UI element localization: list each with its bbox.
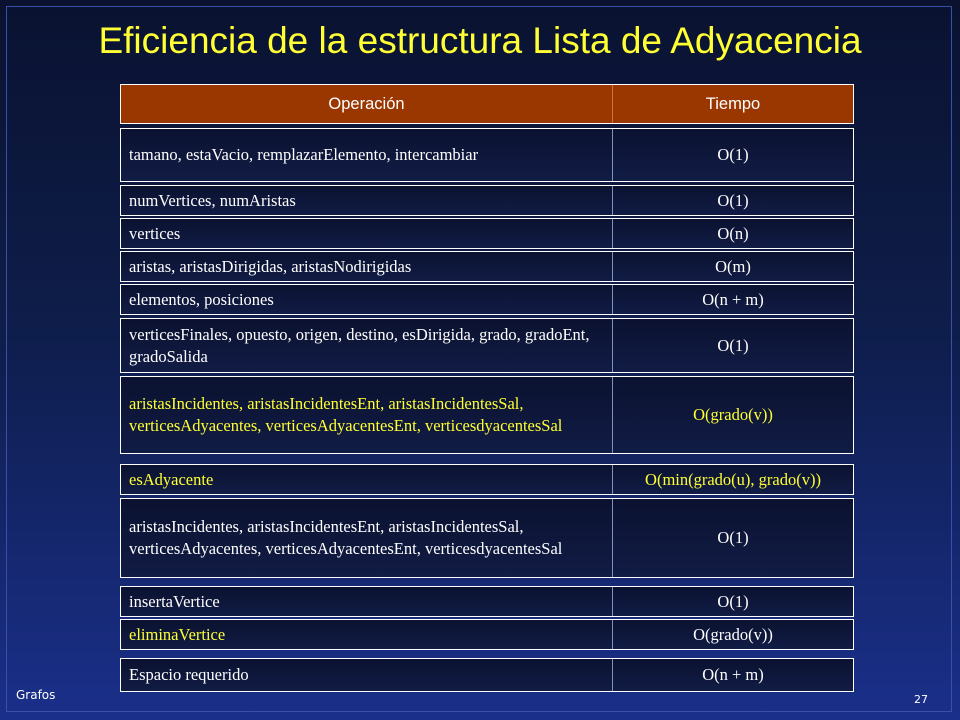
- table-header: [120, 84, 854, 124]
- time-cell: O(min(grado(u), grado(v)): [645, 469, 821, 489]
- space-row: [120, 658, 854, 692]
- operation-cell: tamano, estaVacio, remplazarElemento, intercambiar: [121, 129, 613, 181]
- table-row: [120, 586, 854, 617]
- operation-cell: eliminaVertice: [121, 620, 613, 649]
- operation-cell: aristasIncidentes, aristasIncidentesEnt, aristasIncidentesSal, verticesAdyacentes, verticesAdyacentesEnt, verticesdyacentesSal: [121, 499, 613, 577]
- table-row: [120, 284, 854, 315]
- header-time: Tiempo: [705, 94, 761, 113]
- table-row: [120, 498, 854, 578]
- footer-label: Grafos: [16, 688, 56, 702]
- time-cell: O(1): [717, 528, 749, 547]
- table-row: [120, 185, 854, 216]
- operation-cell: numVertices, numAristas: [121, 186, 613, 215]
- time-cell: O(1): [717, 190, 749, 210]
- time-cell: O(1): [717, 145, 749, 164]
- operation-cell: vertices: [121, 219, 613, 248]
- table-row: [120, 376, 854, 454]
- operation-cell: elementos, posiciones: [121, 285, 613, 314]
- operation-cell: aristas, aristasDirigidas, aristasNodirigidas: [121, 252, 613, 281]
- time-cell: O(grado(v)): [693, 405, 773, 424]
- time-cell: O(grado(v)): [693, 624, 773, 644]
- operation-cell: insertaVertice: [121, 587, 613, 616]
- time-cell: O(n): [717, 223, 749, 243]
- time-cell: O(m): [715, 256, 751, 276]
- table-row: [120, 619, 854, 650]
- time-cell: O(n + m): [702, 289, 764, 309]
- table-row: [120, 251, 854, 282]
- page-number: 27: [914, 693, 928, 706]
- table-row: [120, 464, 854, 495]
- operation-cell: aristasIncidentes, aristasIncidentesEnt, aristasIncidentesSal, verticesAdyacentes, verticesAdyacentesEnt, verticesdyacentesSal: [121, 377, 613, 453]
- time-cell: O(1): [717, 335, 749, 355]
- table-row: [120, 128, 854, 182]
- operation-cell: verticesFinales, opuesto, origen, destino, esDirigida, grado, gradoEnt, gradoSalida: [121, 319, 613, 372]
- space-label: Espacio requerido: [121, 659, 613, 691]
- slide-title: Eficiencia de la estructura Lista de Adyacencia: [98, 20, 862, 61]
- time-cell: O(1): [717, 591, 749, 611]
- table-row: [120, 218, 854, 249]
- header-operation: Operación: [121, 85, 613, 123]
- space-time: O(n + m): [702, 665, 764, 684]
- operation-cell: esAdyacente: [121, 465, 613, 494]
- table-row: [120, 318, 854, 373]
